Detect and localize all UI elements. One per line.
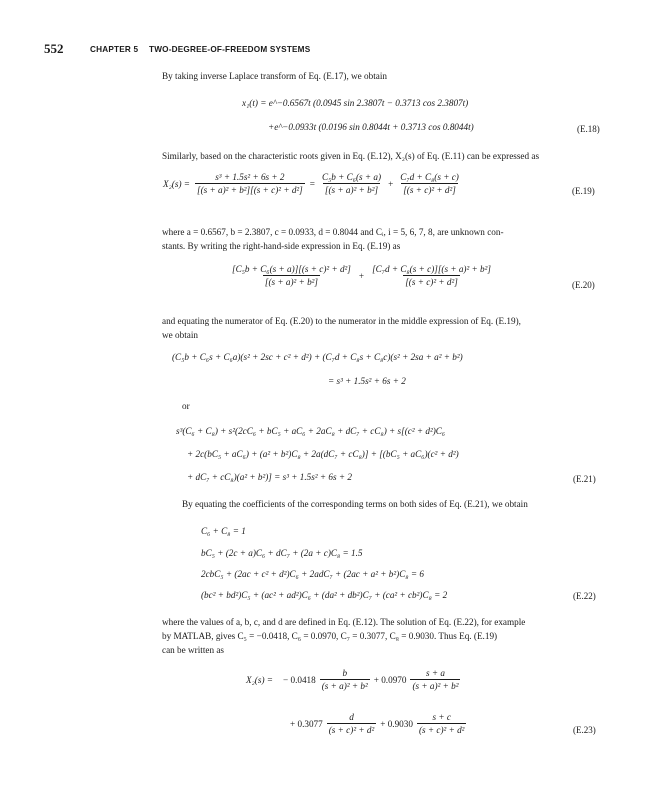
paragraph-line: where the values of a, b, c, and d are defined in Eq. (E.12). The solution of Eq. (E.22), for example: [162, 617, 526, 627]
numerator: [C₅b + C₆(s + a)][(s + c)² + d²]: [232, 264, 351, 274]
denominator: (s + a)² + b²: [412, 681, 459, 691]
coefficient: + 0.0970: [373, 674, 407, 685]
fraction: [417, 712, 466, 735]
numerator: [C₇d + C₈(s + c)][(s + a)² + b²]: [372, 264, 491, 274]
equation-line: + 2c(bC₅ + aC₆) + (a² + b²)C₈ + 2a(dC₇ + cC₈)] + [(bC₅ + aC₆)(c² + d²): [187, 449, 459, 459]
chapter-title: TWO-DEGREE-OF-FREEDOM SYSTEMS: [149, 45, 311, 54]
coefficient: + 0.3077: [290, 718, 323, 729]
denominator: [(s + c)² + d²]: [405, 277, 458, 287]
equation-line: 2cbC₅ + (2ac + c² + d²)C₆ + 2adC₇ + (2ac + a² + b²)C₈ = 6: [201, 569, 424, 579]
equation-e20: [230, 264, 493, 287]
equation-line: +e^−0.0933t (0.0196 sin 0.8044t + 0.3713 cos 0.8044t): [268, 122, 474, 132]
fraction: [230, 264, 353, 287]
coefficient: − 0.0418: [283, 674, 316, 685]
paragraph-line: can be written as: [162, 645, 224, 655]
equation-line: (C₅b + C₆s + C₆a)(s² + 2sc + c² + d²) + (C₇d + C₈s + C₈c)(s² + 2sa + a² + b²): [172, 352, 463, 362]
denominator: (s + a)² + b²: [321, 681, 368, 691]
fraction: [320, 668, 370, 691]
numerator: d: [349, 712, 354, 722]
equation-line: + dC₇ + cC₈)(a² + b²)] = s³ + 1.5s² + 6s + 2: [187, 472, 352, 482]
denominator: [(s + a)² + b²]: [324, 185, 379, 195]
denominator: [(s + a)² + b²][(s + c)² + d²]: [197, 185, 303, 195]
denominator: (s + c)² + d²: [328, 725, 375, 735]
equation-e23-line2: [290, 712, 466, 735]
fraction: [327, 712, 376, 735]
denominator: [(s + a)² + b²]: [264, 277, 319, 287]
paragraph-line: where a = 0.6567, b = 2.3807, c = 0.0933, d = 0.8044 and Cᵢ, i = 5, 6, 7, 8, are unknown con-: [162, 227, 504, 237]
numerator: s + a: [425, 668, 445, 678]
fraction: [410, 668, 460, 691]
paragraph-line: by MATLAB, gives C₅ = −0.0418, C₆ = 0.0970, C₇ = 0.3077, C₈ = 0.9030. Thus Eq. (E.19): [162, 631, 498, 641]
equation-lhs: X₂(s) =: [163, 178, 190, 189]
fraction: [398, 172, 461, 195]
equation-line: (bc² + bd²)C₅ + (ac² + ad²)C₆ + (da² + db²)C₇ + (ca² + cb²)C₈ = 2: [201, 590, 448, 600]
fraction: [370, 264, 493, 287]
paragraph: By equating the coefficients of the corresponding terms on both sides of Eq. (E.21), we obtain: [182, 499, 528, 509]
equals-sign: =: [309, 178, 315, 189]
paragraph-line: we obtain: [162, 330, 198, 340]
paragraph-line: stants. By writing the right-hand-side expression in Eq. (E.19) as: [162, 241, 401, 251]
paragraph: By taking inverse Laplace transform of Eq. (E.17), we obtain: [162, 71, 388, 81]
equation-number: (E.22): [573, 591, 596, 601]
numerator: C₅b + C₆(s + a): [321, 172, 382, 182]
equation-number: (E.18): [577, 124, 600, 134]
equation-line: C₆ + C₈ = 1: [201, 526, 246, 536]
equation-e19: [163, 172, 461, 195]
numerator: C₇d + C₈(s + c): [400, 172, 459, 182]
coefficient: + 0.9030: [380, 718, 413, 729]
numerator: b: [342, 668, 348, 678]
equation-number: (E.19): [572, 186, 595, 196]
equation-line: = s³ + 1.5s² + 6s + 2: [328, 376, 406, 386]
equation-number: (E.23): [573, 725, 596, 735]
numerator: s + c: [432, 712, 451, 722]
numerator: s³ + 1.5s² + 6s + 2: [215, 172, 285, 182]
equation-number: (E.21): [573, 474, 596, 484]
plus-sign: +: [388, 178, 394, 189]
paragraph-line: and equating the numerator of Eq. (E.20) to the numerator in the middle expression of Eq. (E.19),: [162, 316, 521, 326]
denominator: [(s + c)² + d²]: [403, 185, 456, 195]
equation-e23-line1: [246, 668, 460, 691]
denominator: (s + c)² + d²: [418, 725, 465, 735]
plus-sign: +: [358, 270, 365, 281]
paragraph: or: [182, 401, 190, 411]
equation-number: (E.20): [572, 280, 595, 290]
paragraph: Similarly, based on the characteristic roots given in Eq. (E.12), X₂(s) of Eq. (E.11) can be expressed as: [162, 151, 540, 161]
equation-line: x₁(t) = e^−0.6567t (0.0945 sin 2.3807t − 0.3713 cos 2.3807t): [242, 98, 469, 108]
equation-line: bC₅ + (2c + a)C₆ + dC₇ + (2a + c)C₈ = 1.5: [201, 548, 363, 558]
equation-line: s³(C₆ + C₈) + s²(2cC₆ + bC₅ + aC₆ + 2aC₈ + dC₇ + cC₈) + s[(c² + d²)C₆: [176, 426, 446, 436]
fraction: [195, 172, 305, 195]
page-number: 552: [44, 41, 64, 56]
equation-lhs: X₂(s) =: [246, 674, 273, 685]
chapter-label: CHAPTER 5: [90, 45, 139, 54]
fraction: [320, 172, 383, 195]
